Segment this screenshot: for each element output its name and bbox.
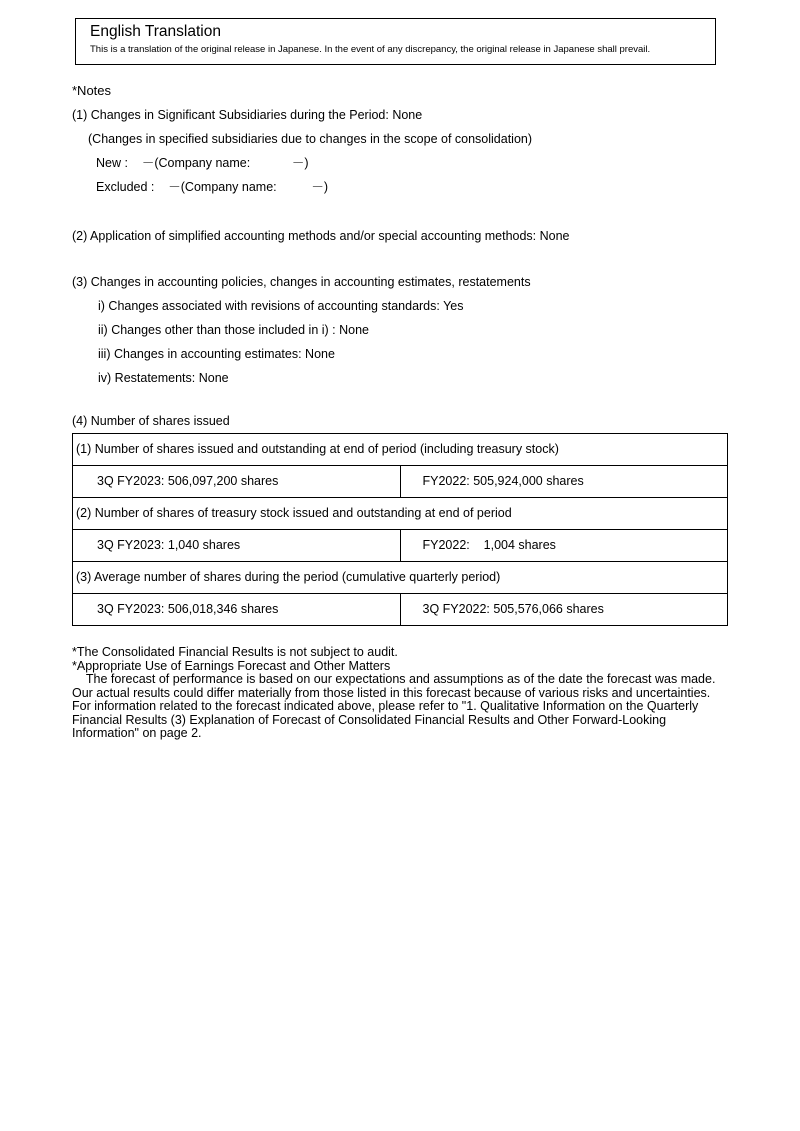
footer-notes bbox=[72, 646, 728, 741]
forecast-paragraph: The forecast of performance is based on our expectations and assumptions as of the date the forecast was made. Our actual results could differ materially from those listed in this forecast because of various risks and uncertainties. For information related to the forecast indicated above, please refer to "1. Qualitative Information on the Quarterly Financial Results (3) Explanation of Forecast of Consolidated Financial Results and Other Forward-Looking Information" on page 2. bbox=[72, 672, 719, 740]
table-section-3-header: (3) Average number of shares during the period (cumulative quarterly period) bbox=[73, 562, 728, 594]
audit-note: *The Consolidated Financial Results is not subject to audit. bbox=[72, 645, 398, 659]
table-section-2-current: 3Q FY2023: 1,040 shares bbox=[73, 530, 401, 562]
note-1-new-line: New : －(Company name: －) bbox=[96, 156, 309, 170]
table-section-3-current: 3Q FY2023: 506,018,346 shares bbox=[73, 594, 401, 626]
table-section-1-current: 3Q FY2023: 506,097,200 shares bbox=[73, 466, 401, 498]
table-row-section-1-header bbox=[73, 434, 728, 466]
table-row-section-1-data bbox=[73, 466, 728, 498]
table-row-section-2-data bbox=[73, 530, 728, 562]
note-3-sub-iii: iii) Changes in accounting estimates: None bbox=[98, 347, 335, 361]
note-2-title: (2) Application of simplified accounting methods and/or special accounting methods: None bbox=[72, 229, 570, 243]
notes-heading: *Notes bbox=[72, 83, 112, 98]
note-1-subtitle: (Changes in specified subsidiaries due to changes in the scope of consolidation) bbox=[88, 132, 533, 146]
forecast-heading: *Appropriate Use of Earnings Forecast and Other Matters bbox=[72, 658, 391, 673]
shares-table bbox=[72, 433, 728, 626]
note-3-sub-ii: ii) Changes other than those included in i) : None bbox=[98, 323, 369, 337]
note-3-sub-i: i) Changes associated with revisions of accounting standards: Yes bbox=[98, 299, 464, 313]
note-3-title: (3) Changes in accounting policies, changes in accounting estimates, restatements bbox=[72, 275, 531, 289]
table-row-section-3-data bbox=[73, 594, 728, 626]
translation-title: English Translation bbox=[90, 23, 221, 40]
translation-disclaimer: This is a translation of the original release in Japanese. In the event of any discrepancy, the original release in Japanese shall prevail. bbox=[90, 44, 651, 55]
translation-notice-box bbox=[75, 18, 716, 65]
note-1-excluded-line: Excluded : －(Company name: －) bbox=[96, 180, 329, 194]
note-1-title: (1) Changes in Significant Subsidiaries during the Period: None bbox=[72, 108, 423, 122]
note-3-sub-iv: iv) Restatements: None bbox=[98, 371, 229, 385]
table-row-section-2-header bbox=[73, 498, 728, 530]
table-section-2-prior: FY2022: 1,004 shares bbox=[400, 530, 728, 562]
note-4-title: (4) Number of shares issued bbox=[72, 414, 230, 428]
table-row-section-3-header bbox=[73, 562, 728, 594]
table-section-2-header: (2) Number of shares of treasury stock issued and outstanding at end of period bbox=[73, 498, 728, 530]
table-section-3-prior: 3Q FY2022: 505,576,066 shares bbox=[400, 594, 728, 626]
table-section-1-prior: FY2022: 505,924,000 shares bbox=[400, 466, 728, 498]
table-section-1-header: (1) Number of shares issued and outstanding at end of period (including treasury stock) bbox=[73, 434, 728, 466]
